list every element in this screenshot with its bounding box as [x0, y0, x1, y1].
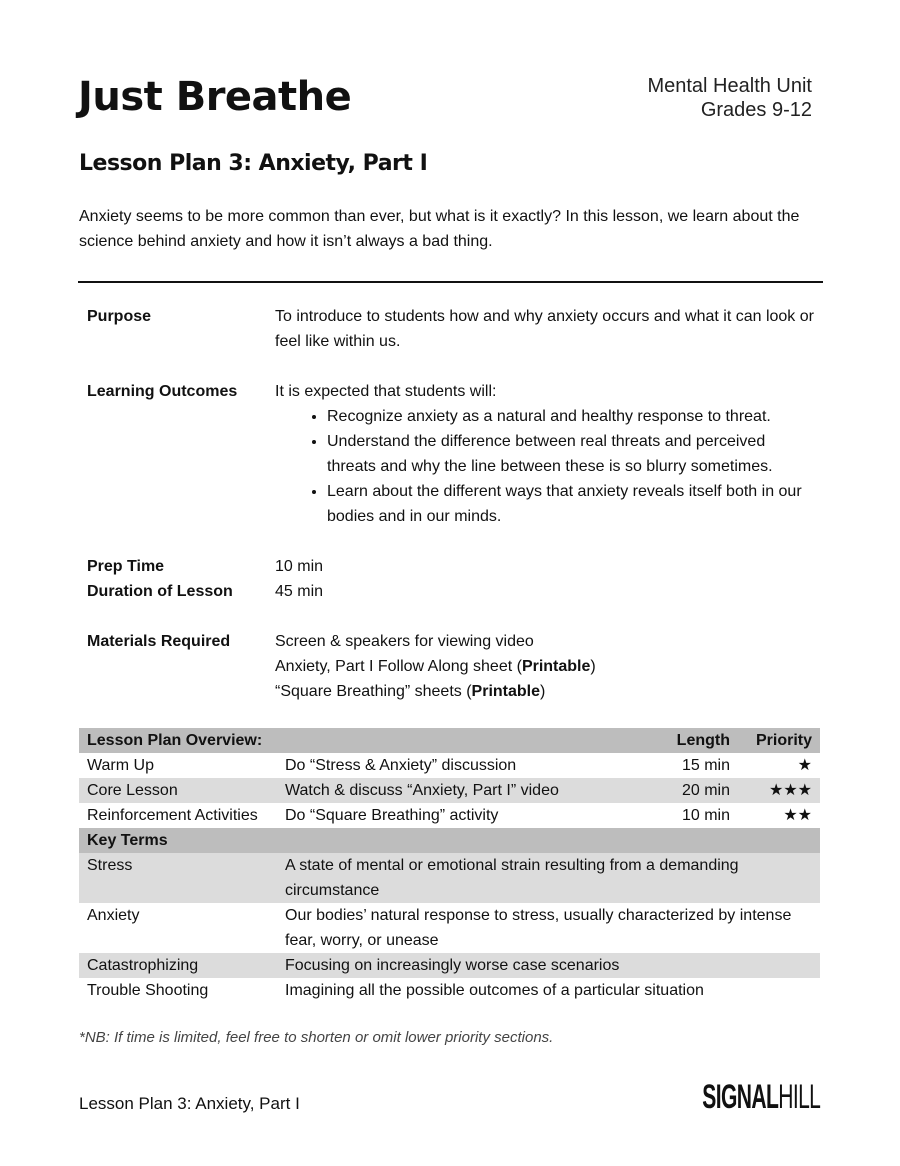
duration-label: Duration of Lesson	[87, 583, 233, 600]
duration-value: 45 min	[275, 583, 324, 600]
footnote: *NB: If time is limited, feel free to shorten or omit lower priority sections.	[79, 1029, 554, 1046]
lesson-info	[87, 304, 817, 704]
footer-text: Lesson Plan 3: Anxiety, Part I	[79, 1094, 300, 1113]
table-row: Core Lesson Watch & discuss “Anxiety, Part I” video 20 min ★★★	[79, 778, 820, 803]
printable-link: Printable	[521, 658, 591, 675]
outcome-item: • Learn about the different ways that anxiety reveals itself both in our bodies and in our minds.	[327, 479, 817, 529]
printable-link: Printable	[471, 683, 541, 700]
overview-table	[79, 728, 820, 1003]
outcomes-label: Learning Outcomes	[87, 383, 238, 400]
priority-stars: ★	[797, 757, 812, 774]
grade-range: Grades 9-12	[700, 99, 812, 121]
outcomes-row	[87, 379, 817, 529]
purpose-label: Purpose	[87, 308, 152, 325]
table-row: Catastrophizing Focusing on increasingly worse case scenarios	[79, 953, 820, 978]
document-title: Just Breathe	[78, 74, 352, 120]
table-row: Stress A state of mental or emotional strain resulting from a demanding circumstance	[79, 853, 820, 903]
table-row: Warm Up Do “Stress & Anxiety” discussion 15 min ★	[79, 753, 820, 778]
material-item: Screen & speakers for viewing video	[275, 633, 534, 650]
materials-row	[87, 629, 817, 704]
priority-stars: ★★★	[738, 778, 820, 803]
intro-paragraph: Anxiety seems to be more common than ever, but what is it exactly? In this lesson, we learn about the science behind anxiety and how it isn’t always a bad thing.	[79, 208, 800, 250]
prep-row	[87, 554, 817, 579]
table-row: Trouble Shooting Imagining all the possible outcomes of a particular situation	[87, 982, 704, 999]
duration-row	[87, 579, 817, 604]
outcome-item: • Recognize anxiety as a natural and healthy response to threat.	[327, 404, 817, 429]
material-item: Anxiety, Part I Follow Along sheet (Printable)	[275, 658, 596, 675]
prep-value: 10 min	[275, 558, 324, 575]
material-item: “Square Breathing” sheets (Printable)	[275, 683, 546, 700]
outcome-item: • Understand the difference between real threats and perceived threats and why the line between these is so blurry sometimes.	[327, 429, 817, 479]
materials-label: Materials Required	[87, 633, 231, 650]
table-row: Reinforcement Activities Do “Square Breathing” activity 10 min ★★	[79, 803, 820, 828]
outcomes-lead: It is expected that students will:	[275, 383, 497, 400]
table-row: Anxiety Our bodies’ natural response to stress, usually characterized by intense fear, worry, or unease	[87, 907, 792, 949]
overview-header-row: Lesson Plan Overview: Length Priority	[79, 728, 820, 753]
purpose-row	[87, 304, 817, 354]
unit-info	[647, 74, 812, 122]
signalhill-logo: SIGNALHILL	[702, 1078, 820, 1116]
priority-stars: ★★	[783, 807, 812, 824]
unit-name: Mental Health Unit	[647, 75, 812, 97]
prep-label: Prep Time	[87, 558, 165, 575]
key-terms-header-row: Key Terms	[79, 828, 820, 853]
purpose-text: To introduce to students how and why anxiety occurs and what it can look or feel like within us.	[275, 308, 814, 350]
outcomes-list	[275, 404, 817, 529]
lesson-title: Lesson Plan 3: Anxiety, Part I	[79, 151, 428, 176]
divider	[78, 281, 823, 283]
